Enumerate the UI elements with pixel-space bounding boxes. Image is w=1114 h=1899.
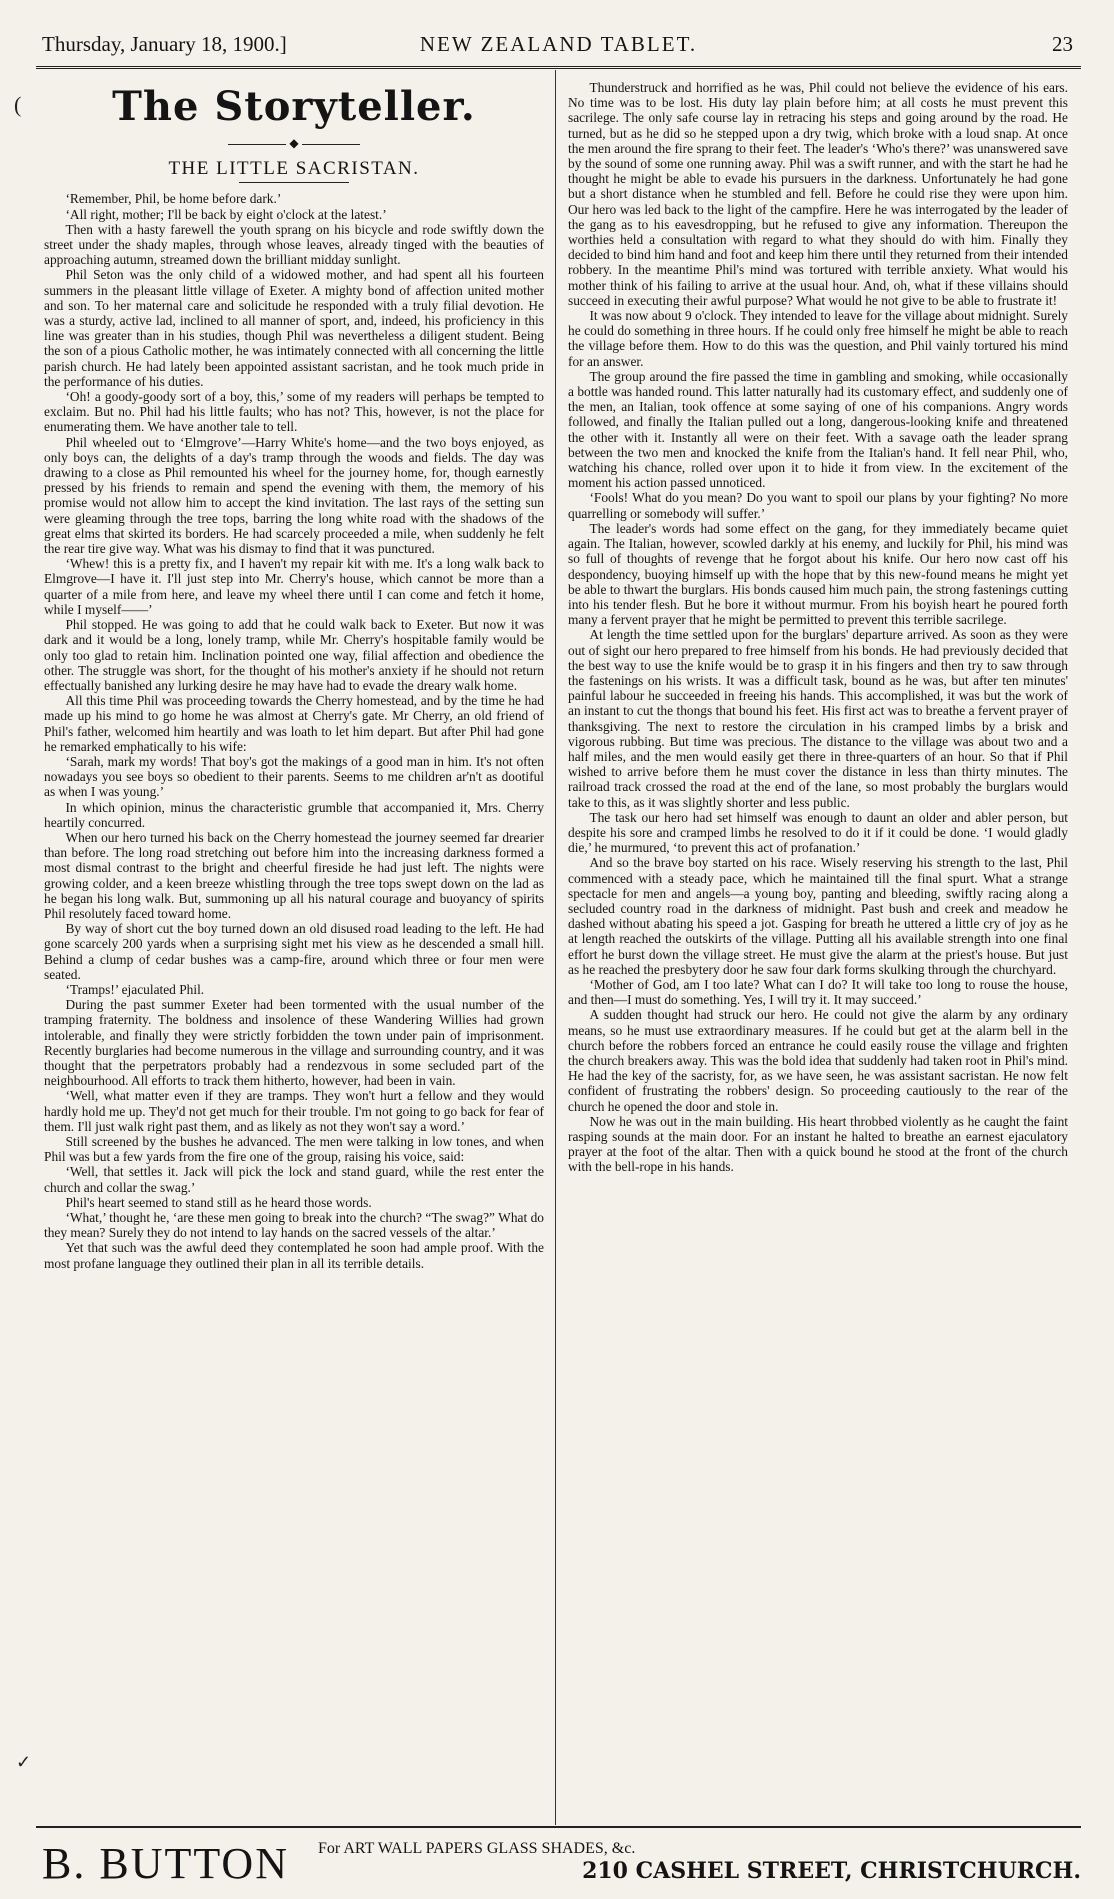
- story-title: THE LITTLE SACRISTAN.: [168, 158, 420, 180]
- article-paragraph: Phil Seton was the only child of a widowed mother, and had spent all his fourteen summers in the pleasant little village of Exeter. A mighty bond of affection united mother and son. To her maternal care and solicitude he responded with a truly filial devotion. He was a sturdy, active lad, inclined to all manner of sport, and, indeed, his proficiency in this line was greater than in his studies, though Phil was nevertheless a diligent student. Being the son of a pious Catholic mother, he was intimately connected with all concerning the little parish church. He had lately been appointed assistant sacristan, and he took much pride in the performance of his duties.: [44, 267, 544, 389]
- article-paragraph: The task our hero had set himself was enough to daunt an older and abler person, but despite his sore and cramped limbs he resolved to do it if it could be done. ‘I would gladly die,’ he murmured, ‘to prevent this act of profanation.’: [568, 809, 1068, 856]
- title-ornament: [44, 136, 544, 151]
- left-column-body: [44, 191, 544, 1270]
- right-column-body: [568, 80, 1068, 1175]
- advertisement-address: 210 CASHEL STREET, CHRISTCHURCH.: [582, 1858, 1081, 1884]
- ornament-line-right: [302, 144, 360, 145]
- article-paragraph: Phil's heart seemed to stand still as he heard those words.: [65, 1194, 372, 1210]
- article-paragraph: By way of short cut the boy turned down an old disused road leading to the left. He had gone scarcely 200 yards when a surprising sight met his view as he descended a small hill. Behind a clump of cedar bushes was a camp-fire, around which three or four men were seated.: [44, 921, 544, 982]
- right-column: [568, 80, 1068, 1815]
- article-paragraph: Then with a hasty farewell the youth sprang on his bicycle and rode swiftly down the street under the shady maples, through whose leaves, already tinged with the beauties of approaching autumn, streamed down the brilliant midday sunlight.: [44, 221, 544, 268]
- article-paragraph: Phil wheeled out to ‘Elmgrove’—Harry White's home—and the two boys enjoyed, as only boys can, the delights of a day's tramp through the woods and fields. The day was drawing to a close as Phil remounted his wheel for the journey home, for, though earnestly pressed by his friends to remain and spend the evening with them, the memory of his promise would not allow him to accept the kind invitation. The last rays of the setting sun were gleaming through the tree tops, barring the long white road with the shadows of the great elms that skirted its borders. He had scarcely proceeded a mile, when suddenly he felt the rear tire give way. What was his dismay to find that it was punctured.: [44, 434, 544, 557]
- article-paragraph: The leader's words had some effect on the gang, for they immediately became quiet again. The Italian, however, scowled darkly at his enemy, and luckily for Phil, his mind was so full of thoughts of revenge that he forgot about his knife. Our hero now cast off his despondency, buoying himself up with the hope that by this new-found means he might yet be able to thwart the burglars. His bonds caused him much pain, the strong fastenings cutting into his tender flesh. But he bore it without murmur. From his boyish heart he poured forth many a fervent prayer that he might be permitted to prevent this terrible sacrilege.: [568, 520, 1068, 628]
- newspaper-title: NEW ZEALAND TABLET.: [419, 32, 698, 56]
- article-paragraph: A sudden thought had struck our hero. He could not give the alarm by any ordinary means, so he must use extraordinary measures. If he could but get at the alarm bell in the church before the robbers forced an entrance he could easily rouse the village and frighten the church breakers away. This was the bold idea that suddenly had taken root in Phil's mind. He had the key of the sacristy, for, as we have seen, he was assistant sacristan. He now felt confident of frustrating the robbers' design. So proceeding cautiously to the rear of the church he opened the door and stole in.: [568, 1007, 1068, 1114]
- article-paragraph: In which opinion, minus the characteristic grumble that accompanied it, Mrs. Cherry heartily concurred.: [44, 799, 544, 830]
- left-column: [44, 80, 544, 1820]
- diamond-icon: ◆: [289, 136, 299, 150]
- article-paragraph: Phil stopped. He was going to add that he could walk back to Exeter. But now it was dark and it would be a long, lonely tramp, while Mr. Cherry's hospitable family would be only too glad to retain him. Inclination pointed one way, filial affection and obedience the other. The struggle was short, for the thought of his mother's anxiety if he should not return effectually banished any lurking desire he may have had to evade the dreary walk home.: [44, 617, 544, 693]
- article-paragraph: It was now about 9 o'clock. They intended to leave for the village about midnight. Surely he could do something in three hours. If he could only free himself he might be able to reach the village before them. How to do this was the question, and Phil vainly tortured his mind for an answer.: [568, 308, 1068, 369]
- article-paragraph: Now he was out in the main building. His heart throbbed violently as he caught the faint rasping sounds at the main door. For an instant he halted to breathe an earnest ejaculatory prayer at the foot of the altar. Then with a quick bound he stood at the front of the church with the bell-rope in his hands.: [568, 1113, 1068, 1175]
- page-header: [36, 32, 1081, 62]
- article-paragraph: ‘Sarah, mark my words! That boy's got the makings of a good man in him. It's not often nowadays you see boys so obedient to their parents. Seems to me children ar'n't as dootiful as when I was young.’: [44, 753, 544, 800]
- article-paragraph: When our hero turned his back on the Cherry homestead the journey seemed far drearier than before. The long road stretching out before him into the increasing darkness formed a most dismal contrast to the bright and cheerful fireside he had just left. The nights were growing colder, and a keen breeze whistling through the tree tops swept down on the lad as he began his long walk. But, summoning up all his natural courage and buoyancy of spirits Phil resolutely faced toward home.: [44, 829, 544, 921]
- article-paragraph: ‘All right, mother; I'll be back by eight o'clock at the latest.’: [65, 206, 387, 222]
- article-paragraph: ‘Well, what matter even if they are tramps. They won't hurt a fellow and they would hardly hold me up. They'd not get much for their trouble. I'm not going to go back for fear of them. I'll just walk right past them, and as likely as not they won't say a word.’: [44, 1088, 544, 1134]
- header-rule: [36, 66, 1081, 69]
- advertisement-tagline: For ART WALL PAPERS GLASS SHADES, &c.: [318, 1840, 636, 1857]
- article-paragraph: ‘Remember, Phil, be home before dark.’: [65, 191, 282, 207]
- footer-rule: [36, 1826, 1081, 1828]
- article-paragraph: ‘What,’ thought he, ‘are these men going to break into the church? “The swag?” What do they mean? Surely they do not intend to lay hands on the sacred vessels of the altar.’: [44, 1210, 544, 1241]
- article-paragraph: ‘Tramps!’ ejaculated Phil.: [65, 981, 205, 997]
- advertisement-footer: [36, 1836, 1081, 1892]
- article-paragraph: ‘Oh! a goody-goody sort of a boy, this,’ some of my readers will perhaps be tempted to exclaim. But no. Phil had his little faults; who has not? This, however, is not the place for enumerating them. We have another tale to tell.: [44, 389, 544, 435]
- article-paragraph: All this time Phil was proceeding towards the Cherry homestead, and by the time he had made up his mind to go home he was almost at Cherry's gate. Mr Cherry, an old friend of Phil's father, welcomed him heartily and was loath to let him depart. But after Phil had gone he remarked emphatically to his wife:: [44, 693, 544, 754]
- section-title: The Storyteller.: [112, 83, 476, 130]
- page-number: 23: [1052, 32, 1073, 56]
- margin-mark-top: (: [14, 92, 22, 117]
- ornament-line-left: [228, 144, 286, 145]
- article-paragraph: And so the brave boy started on his race. Wisely reserving his strength to the last, Phil commenced with a steady pace, which he maintained till the final spurt. What a strange spectacle for men and angels—a young boy, panting and bleeding, swiftly racing along a secluded country road in the darkness of midnight. Past bush and creek and meadow he dashed without abating his speed a jot. Gasping for breath he uttered a little cry of joy as he at length reached the outskirts of the village. Putting all his available strength into one final effort he burst down the village street. He must give the alarm at the priest's house. But just as he reached the presbytery door he saw four dark forms skulking through the churchyard.: [568, 855, 1068, 977]
- article-paragraph: Yet that such was the awful deed they contemplated he soon had ample proof. With the most profane language they outlined their plan in all its terrible details.: [44, 1240, 544, 1271]
- article-paragraph: ‘Whew! this is a pretty fix, and I haven't my repair kit with me. It's a long walk back to Elmgrove—I have it. I'll just step into Mr. Cherry's house, which cannot be more than a quarter of a mile from here, and leave my wheel there until I can come and fetch it home, while I myself——’: [44, 556, 544, 617]
- article-paragraph: During the past summer Exeter had been tormented with the usual number of the tramping fraternity. The boldness and insolence of these Wandering Willies had grown intolerable, and finally they were strictly forbidden the town under pain of imprisonment. Recently burglaries had become numerous in the village and surrounding country, and it was thought that the perpetrators probably had a rendezvous in some secluded part of the neighbourhood. All efforts to track them hitherto, however, had been in vain.: [44, 997, 544, 1089]
- story-title-rule: [239, 182, 349, 183]
- article-paragraph: ‘Mother of God, am I too late? What can I do? It will take too long to rouse the house, and then—I must do something. Yes, I will try it. It may succeed.’: [568, 976, 1068, 1008]
- article-paragraph: ‘Well, that settles it. Jack will pick the lock and stand guard, while the rest enter the church and collar the swag.’: [44, 1164, 544, 1195]
- article-paragraph: At length the time settled upon for the burglars' departure arrived. As soon as they were out of sight our hero prepared to free himself from his bonds. He had previously decided that the best way to use the knife would be to grasp it in his fingers and then try to saw through the fastenings on his wrists. It was a difficult task, bound as he was, but after ten minutes' painful labour he succeeded in freeing his hands. This accomplished, it was but the work of an instant to cut the thongs that bound his feet. His first act was to breathe a fervent prayer of thanksgiving. The next to restore the circulation in his cramped limbs by a brisk and vigorous rubbing. But time was precious. The distance to the village was about two and a half miles, and the men would easily get there in three-quarters of an hour. So that if Phil wished to arrive before them he must cover the distance in less than thirty minutes. The railroad track crossed the road at the end of the lane, so most probably the burglars would take to this, as it was slightly shorter and less public.: [568, 627, 1068, 810]
- article-paragraph: ‘Fools! What do you mean? Do you want to spoil our plans by your fighting? No more quarrelling or somebody will suffer.’: [568, 490, 1068, 521]
- advertiser-name: B. BUTTON: [42, 1839, 289, 1888]
- margin-mark-lower: ✓: [16, 1752, 32, 1772]
- article-paragraph: Thunderstruck and horrified as he was, Phil could not believe the evidence of his ears. No time was to be lost. His duty lay plain before him; at all costs he must prevent this sacrilege. The only safe course lay in retracing his steps and going around by the road. He turned, but as he did so he stepped upon a dry twig, which broke with a loud snap. At once the men around the fire sprang to their feet. The leader's ‘Who's there?’ was unanswered save by the sound of some one running away. Phil was a swift runner, and with the start he had he thought he might be able to evade his pursuers in the darkness. Unfortunately he had gone but a short distance when he stumbled and fell. Before he could rise they were upon him. Our hero was led back to the light of the campfire. Here he was interrogated by the leader of the gang as to his eavesdropping, but he refused to give any information. Thereupon the worthies held a consultation with regard to what they should do with him. Finally they decided to bind him hand and foot and keep him there until they returned from their intended robbery. In the meantime Phil's mind was tortured with terrible anxiety. What would his mother think of his failing to arrive at the usual hour. And, oh, what if these villains should succeed in executing their awful purpose? What would he not give to be able to frustrate it!: [568, 80, 1068, 308]
- issue-date: Thursday, January 18, 1900.]: [42, 32, 287, 56]
- article-paragraph: The group around the fire passed the time in gambling and smoking, while occasionally a bottle was handed round. This latter naturally had its customary effect, and suddenly one of the men, an Italian, took offence at some saying of one of his companions. Angry words followed, and finally the Italian pulled out a long, dangerous-looking knife and threatened the other with it. Instantly all were on their feet. With a savage oath the leader sprang between the two men and knocked the knife from the Italian's hand. It fell near Phil, who, watching his chance, rolled over upon it to hide it from view. In the excitement of the moment his action passed unnoticed.: [568, 368, 1068, 491]
- column-divider: [555, 70, 556, 1825]
- article-paragraph: Still screened by the bushes he advanced. The men were talking in low tones, and when Phil was but a few yards from the fire one of the group, raising his voice, said:: [44, 1134, 544, 1165]
